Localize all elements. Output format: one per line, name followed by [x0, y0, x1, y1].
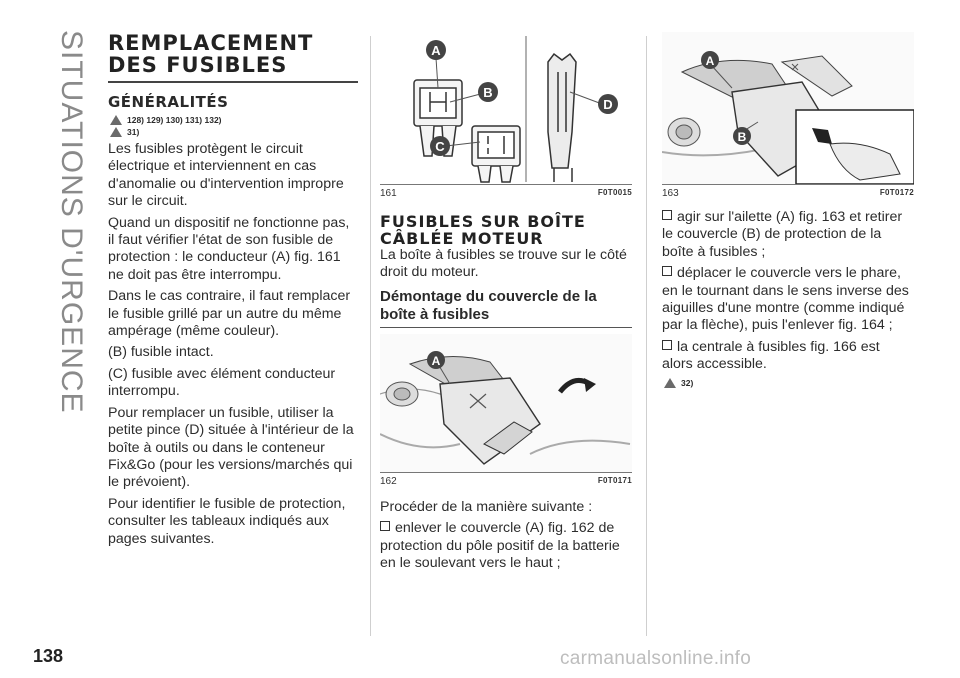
figure-163: [662, 32, 914, 185]
figure-number: 161: [380, 188, 397, 199]
subsection-title-line-1: Démontage du couvercle de la: [380, 287, 597, 305]
side-chapter-title: [54, 30, 90, 414]
step-text: enlever le couvercle (A) fig. 162 de protection du pôle positif de la batterie en le soulevant vers le haut ;: [380, 520, 620, 572]
caution-refs-text: 31): [127, 127, 140, 137]
figure-number: 163: [662, 188, 679, 199]
paragraph: Procéder de la manière suivante :: [380, 498, 593, 515]
procedure-step: [662, 209, 914, 261]
section-title-line-1: FUSIBLES SUR BOÎTE: [380, 212, 586, 231]
column-divider: [370, 36, 371, 636]
section-subtitle: GÉNÉRALITÉS: [108, 93, 229, 111]
title-rule: [108, 81, 358, 83]
column-3: [662, 32, 914, 388]
figure-number: 162: [380, 475, 397, 487]
caution-triangle-icon: [664, 378, 676, 388]
fuse-puller-drawing: [548, 54, 576, 182]
warning-triangle-icon: [110, 115, 122, 125]
figure-162: [380, 334, 632, 473]
side-chapter-title-text: SITUATIONS D'URGENCE: [55, 30, 88, 414]
procedure-step: [662, 265, 914, 335]
fig-label-c: C: [435, 139, 445, 154]
figure-161-caption: [380, 188, 632, 199]
paragraph: Dans le cas contraire, il faut remplacer le fusible grillé par un autre du même ampérage (même couleur).: [108, 288, 351, 340]
figure-163-caption: [662, 188, 914, 199]
caution-triangle-icon: [110, 127, 122, 137]
paragraph: Quand un dispositif ne fonctionne pas, il faut vérifier l'état de son fusible de protection : le conducteur (A) fig. 161 ne doit pas être interrompu.: [108, 214, 350, 283]
figure-161: [380, 32, 632, 185]
fig-label-a: A: [431, 43, 441, 58]
column-divider: [646, 36, 647, 636]
paragraph: Pour remplacer un fusible, utiliser la petite pince (D) située à l'intérieur de la boîte à outils ou dans le conteneur Fix&Go (pour les versions/marchés qui le prévoient).: [108, 404, 354, 491]
page-title-line-1: REMPLACEMENT: [108, 31, 314, 55]
procedure-step: [662, 339, 914, 374]
figure-code: F0T0171: [597, 475, 632, 485]
fig-label-d: D: [603, 97, 613, 112]
figure-162-caption: [380, 476, 632, 487]
paragraph: Pour identifier le fusible de protection, consulter les tableaux indiqués aux pages suivantes.: [108, 495, 346, 547]
paragraph: (B) fusible intact.: [108, 344, 214, 361]
section-title: [380, 213, 632, 247]
checkbox-bullet-icon: [662, 340, 672, 350]
warning-refs-text: 128) 129) 130) 131) 132): [127, 115, 222, 125]
watermark: carmanualsonline.info: [560, 648, 752, 669]
checkbox-bullet-icon: [662, 266, 672, 276]
caution-references: [110, 127, 358, 137]
column-1: [108, 32, 358, 552]
column-2: [380, 32, 632, 576]
warning-references: [110, 115, 358, 125]
fig-label-a: A: [431, 353, 441, 368]
page-title: [108, 32, 358, 76]
step-text: déplacer le couvercle vers le phare, en le tournant dans le sens inverse des aiguilles d'une montre (comme indiqué par la flèche), puis l'enlever fig. 164 ;: [662, 265, 909, 334]
page-title-line-2: DES FUSIBLES: [108, 53, 288, 77]
procedure-step: [380, 520, 632, 572]
fuse-illustration: [380, 32, 632, 184]
section-title-line-2: CÂBLÉE MOTEUR: [380, 229, 544, 248]
caution-refs-text: 32): [681, 377, 694, 388]
figure-code: F0T0015: [597, 188, 632, 197]
fig-label-b: B: [483, 85, 493, 100]
fuse-box-cover-illustration: [662, 32, 914, 184]
checkbox-bullet-icon: [380, 521, 390, 531]
fuse-blown-drawing: [472, 126, 520, 182]
paragraph: (C) fusible avec élément conducteur interrompu.: [108, 365, 336, 400]
subsection-title: [380, 288, 632, 324]
page-number: 138: [33, 646, 64, 666]
fig-label-b: B: [737, 130, 747, 144]
step-text: la centrale à fusibles fig. 166 est alors accessible.: [662, 338, 880, 373]
step-text: agir sur l'ailette (A) fig. 163 et retirer le couvercle (B) de protection de la boîte à fusibles ;: [662, 209, 903, 260]
checkbox-bullet-icon: [662, 210, 672, 220]
fig-label-a: A: [705, 54, 715, 68]
subsection-title-line-2: boîte à fusibles: [380, 305, 490, 323]
caution-references: [664, 378, 914, 388]
figure-code: F0T0172: [879, 188, 914, 197]
paragraph: Les fusibles protègent le circuit électrique et interviennent en cas d'anomalie ou d'intervention impropre sur le circuit.: [108, 141, 344, 210]
paragraph: La boîte à fusibles se trouve sur le côté droit du moteur.: [380, 247, 627, 281]
subsection-rule: [380, 327, 632, 328]
battery-cover-illustration: [380, 334, 632, 472]
